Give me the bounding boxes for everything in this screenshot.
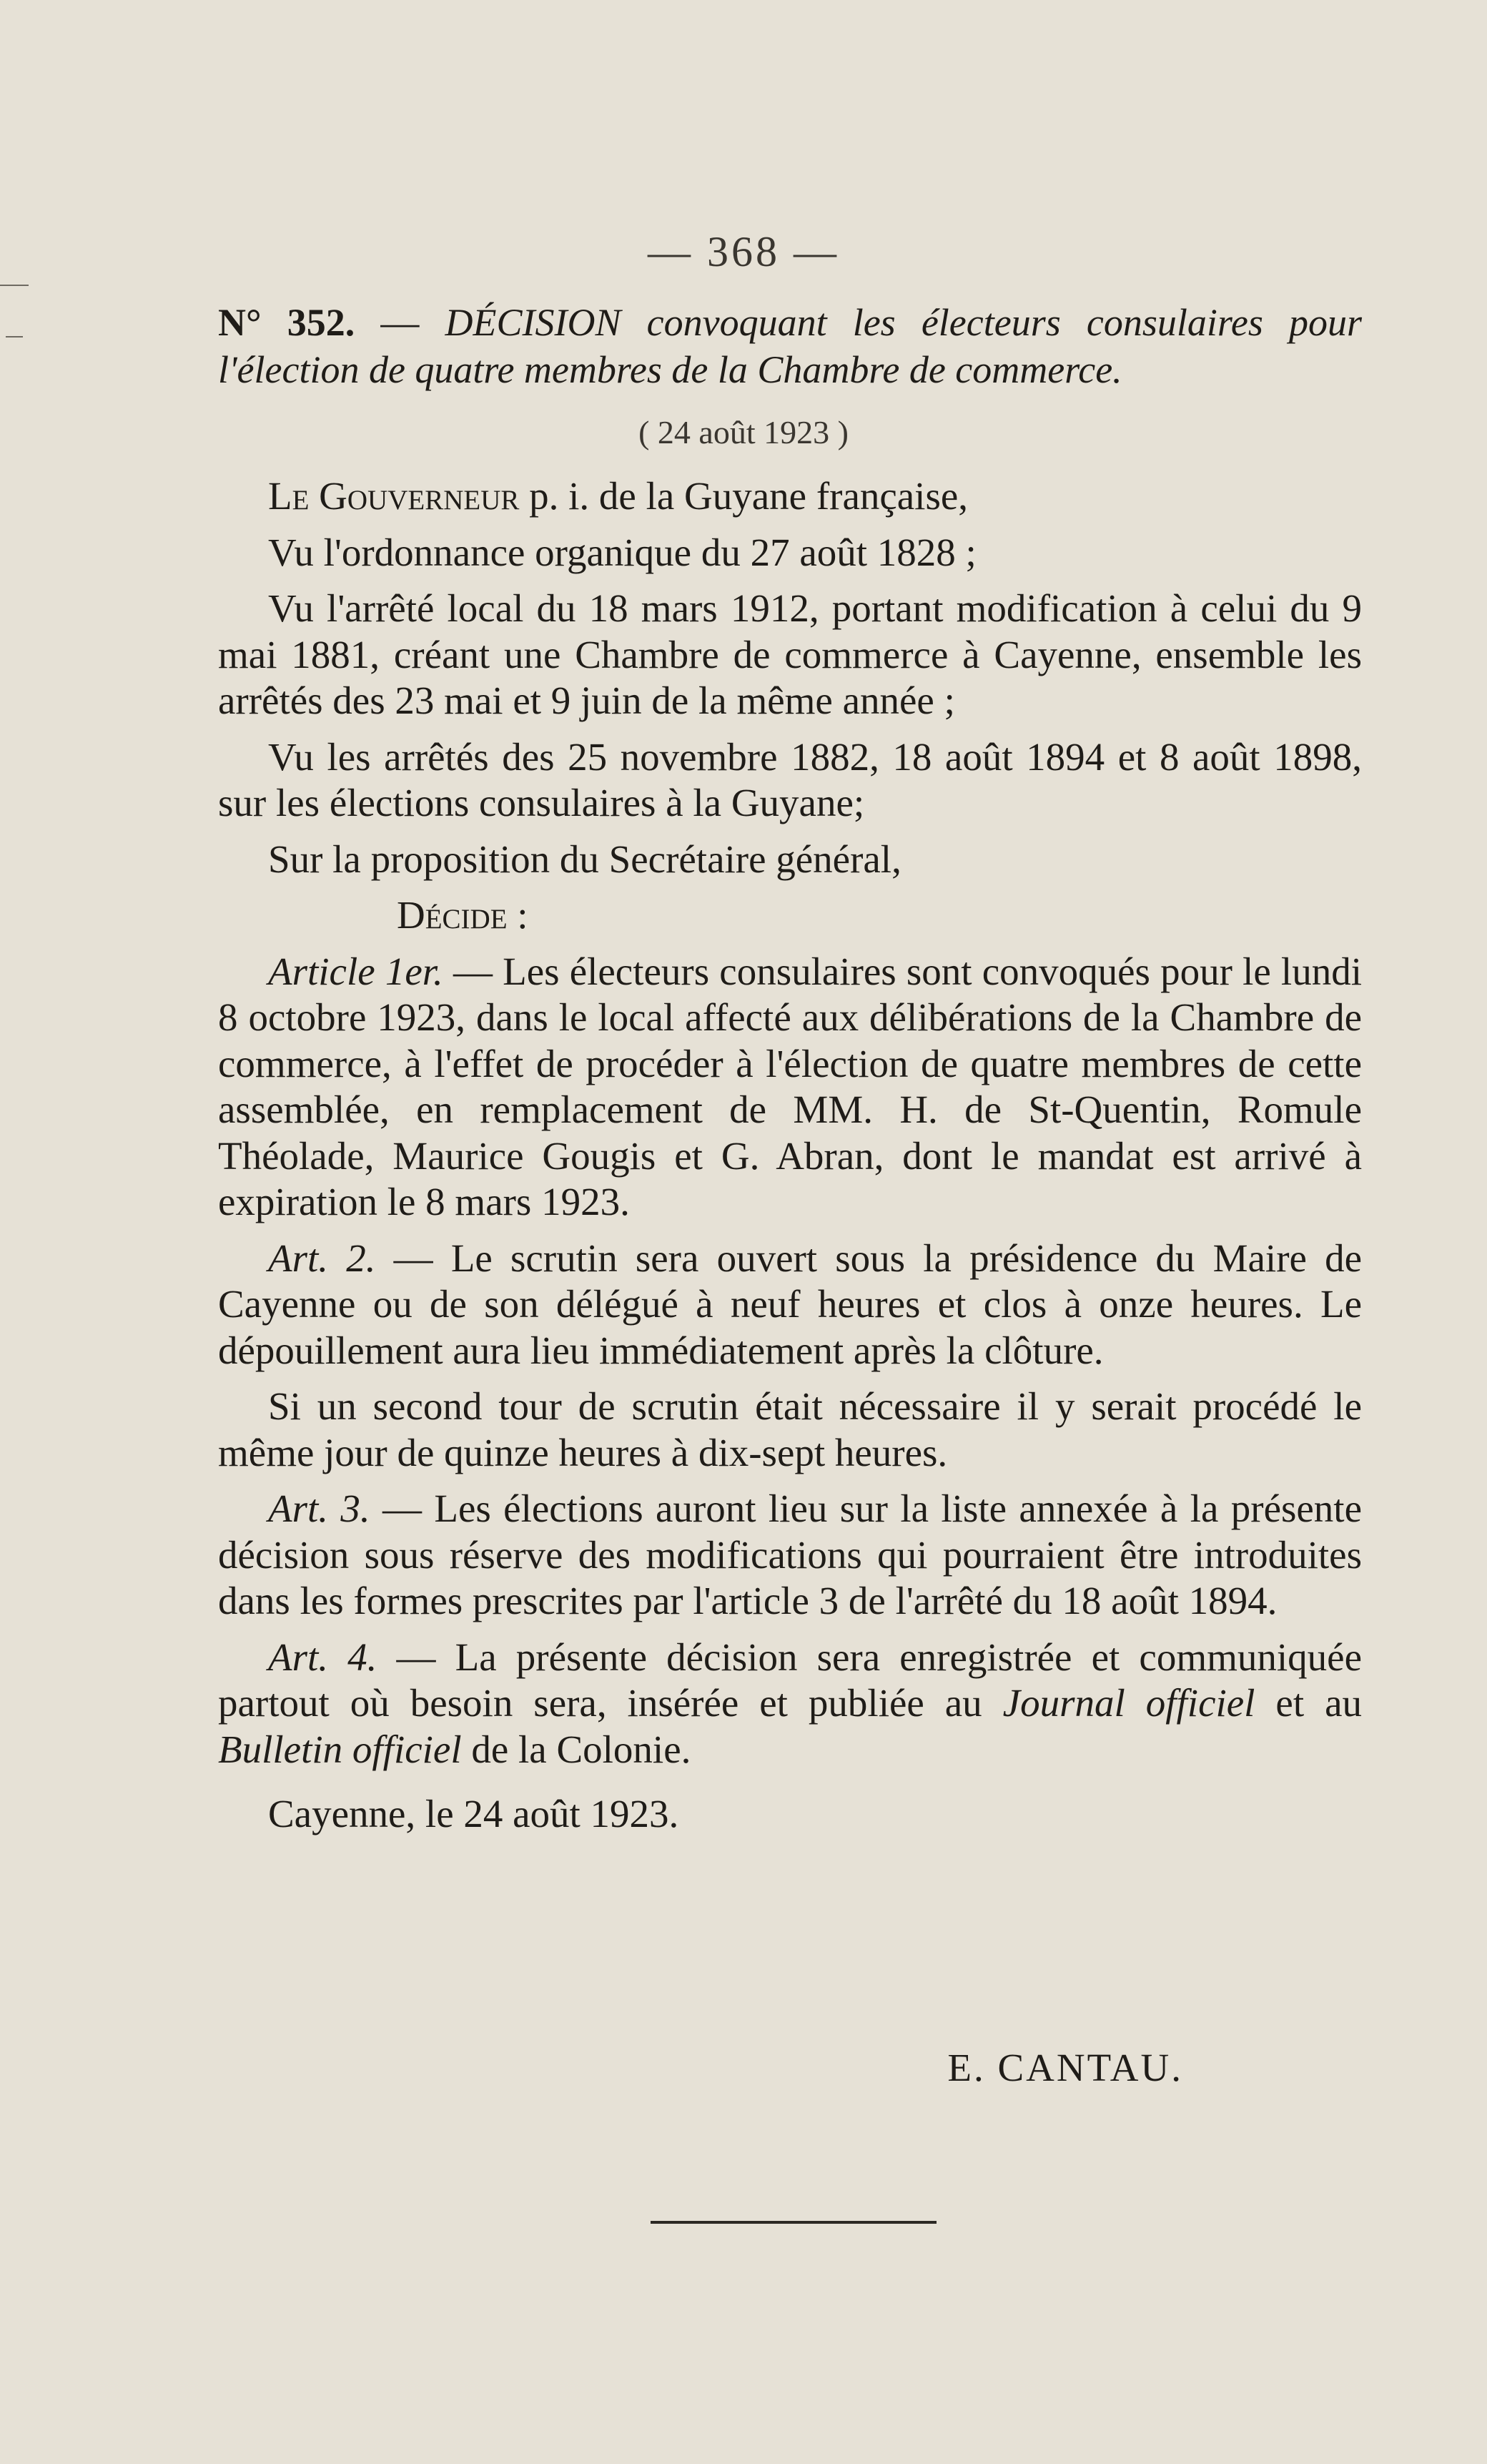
governor-title: Le Gouverneur <box>268 474 520 518</box>
article-3-label: Art. 3. <box>268 1487 370 1530</box>
article-4-text-c: de la Colonie. <box>461 1727 691 1771</box>
article-4-text-a: — La présente décision sera enregistrée et communiquée partout où besoin sera, insérée et publiée au <box>218 1635 1362 1725</box>
signature: E. CANTAU. <box>947 2046 1183 2089</box>
article-4-text-b: et au <box>1255 1681 1362 1725</box>
paragraph-arretes: Vu les arrêtés des 25 novembre 1882, 18 août 1894 et 8 août 1898, sur les élections consulaires à la Guyane; <box>218 734 1362 824</box>
article-4-label: Art. 4. <box>268 1635 377 1679</box>
decision-title: DÉCISION convoquant les électeurs consulaires pour l'élection de quatre membres de la Chambre de commerce. <box>218 301 1363 391</box>
article-2-second-round: Si un second tour de scrutin était nécessaire il y serait procédé le même jour de quinze heures à dix-sept heures. <box>218 1384 1362 1474</box>
paragraph-decide: Décide : <box>397 893 528 937</box>
article-3-text: — Les élections auront lieu sur la liste annexée à la présente décision sous réserve des modifications qui pourraient être introduites dans les formes prescrites par l'article 3 de l'arrêté du 18 août 1894. <box>218 1487 1362 1622</box>
article-4 <box>218 1635 1362 1773</box>
paragraph-proposition: Sur la proposition du Secrétaire général, <box>268 837 901 881</box>
decision-date: ( 24 août 1923 ) <box>638 414 849 450</box>
governor-rest: p. i. de la Guyane française, <box>519 474 969 518</box>
article-2 <box>218 1236 1362 1374</box>
paragraph-governor <box>218 473 1362 520</box>
paragraph-arrete-local: Vu l'arrêté local du 18 mars 1912, portant modification à celui du 9 mai 1881, créant une Chambre de commerce à Cayenne, ensemble les arrêtés des 23 mai et 9 juin de la même année ; <box>218 586 1362 722</box>
article-2-text: — Le scrutin sera ouvert sous la présidence du Maire de Cayenne ou de son délégué à neuf heures et clos à onze heures. Le dépouillement aura lieu immédiatement après la clôture. <box>218 1236 1363 1372</box>
closing-place-date: Cayenne, le 24 août 1923. <box>268 1792 679 1835</box>
journal-officiel: Journal officiel <box>1002 1681 1255 1725</box>
page-number: — 368 — <box>648 228 839 275</box>
decision-number: N° 352. <box>218 301 355 344</box>
article-2-label: Art. 2. <box>268 1236 376 1280</box>
closing-rule <box>651 2221 937 2224</box>
decision-body <box>218 473 1362 1848</box>
paragraph-ordonnance: Vu l'ordonnance organique du 27 août 1828 ; <box>268 530 977 574</box>
article-1 <box>218 949 1362 1226</box>
article-1-text: — Les électeurs consulaires sont convoqués pour le lundi 8 octobre 1923, dans le local affecté aux délibérations de la Chambre de commerce, à l'effet de procéder à l'élection de quatre membres de cette assemblée, en remplacement de MM. H. de St-Quentin, Romule Théolade, Maurice Gougis et G. Abran, dont le mandat est arrivé à expiration le 8 mars 1923. <box>218 949 1362 1223</box>
decision-heading <box>218 299 1362 393</box>
article-1-label: Article 1er. <box>268 949 443 993</box>
heading-dash: — <box>380 301 420 344</box>
margin-mark <box>0 285 29 286</box>
margin-mark <box>6 336 23 337</box>
bulletin-officiel: Bulletin officiel <box>218 1727 462 1771</box>
article-3 <box>218 1486 1362 1625</box>
